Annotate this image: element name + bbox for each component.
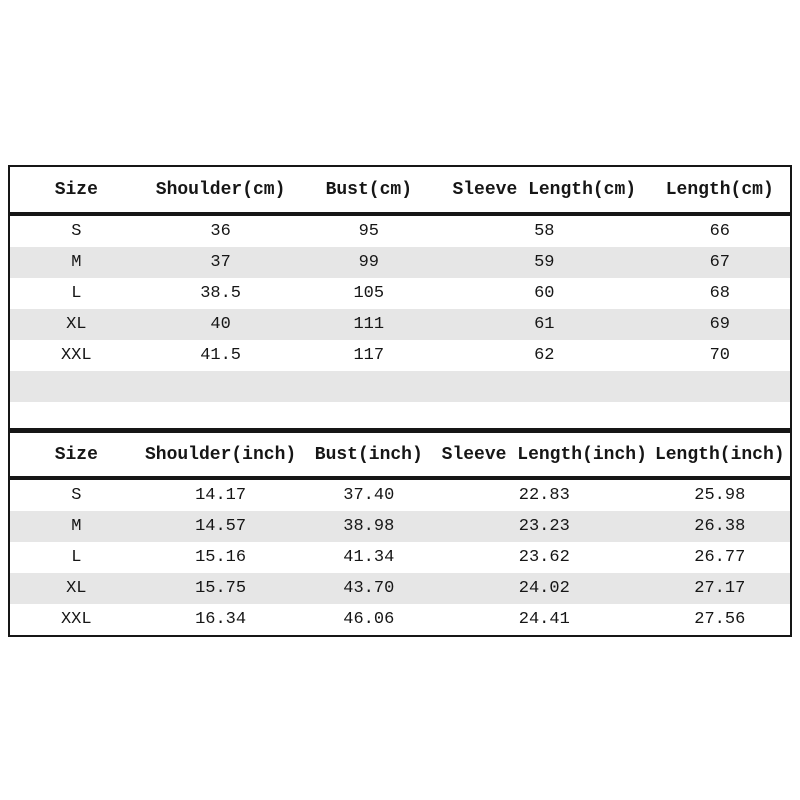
inch-header-cell-sleeve-length: Sleeve Length(inch)	[441, 444, 647, 465]
size-chart	[8, 165, 792, 637]
cell-shoulder: 36	[210, 222, 231, 241]
cm-header-cell-length: Length(cm)	[665, 179, 774, 200]
inch-row-xl	[10, 573, 790, 604]
cell-size: S	[71, 486, 82, 505]
cell-bust: 95	[358, 222, 379, 241]
empty-row	[10, 371, 790, 402]
cell-length: 70	[709, 346, 730, 365]
cell-size: L	[71, 548, 82, 567]
cell-shoulder: 15.75	[195, 579, 247, 598]
cell-sleeve-length: 23.23	[518, 517, 570, 536]
cell-sleeve-length: 58	[534, 222, 555, 241]
cell-bust: 43.70	[343, 579, 395, 598]
cell-sleeve-length: 24.02	[518, 579, 570, 598]
cell-bust: 105	[353, 284, 385, 303]
cell-shoulder: 38.5	[200, 284, 241, 303]
cell-shoulder: 14.57	[195, 517, 247, 536]
cm-row-m	[10, 247, 790, 278]
size-chart-cm-table	[10, 167, 790, 428]
cell-size: XXL	[60, 610, 92, 629]
cm-row-l	[10, 278, 790, 309]
inch-header-cell-shoulder: Shoulder(inch)	[144, 444, 297, 465]
cell-length: 27.56	[694, 610, 746, 629]
cell-size: L	[71, 284, 82, 303]
cell-size: XL	[66, 579, 87, 598]
inch-header-row	[10, 433, 790, 480]
cell-shoulder: 15.16	[195, 548, 247, 567]
cell-bust: 41.34	[343, 548, 395, 567]
cell-length: 25.98	[694, 486, 746, 505]
cell-bust: 38.98	[343, 517, 395, 536]
size-chart-inch-table	[10, 433, 790, 635]
cell-length: 27.17	[694, 579, 746, 598]
cell-length: 66	[709, 222, 730, 241]
cm-header-cell-bust: Bust(cm)	[325, 179, 412, 200]
cell-sleeve-length: 59	[534, 253, 555, 272]
cm-row-s	[10, 216, 790, 247]
cell-shoulder: 37	[210, 253, 231, 272]
cm-row-xl	[10, 309, 790, 340]
cm-header-cell-shoulder: Shoulder(cm)	[155, 179, 286, 200]
cell-sleeve-length: 22.83	[518, 486, 570, 505]
cell-shoulder: 41.5	[200, 346, 241, 365]
cell-bust: 117	[353, 346, 385, 365]
cm-row-xxl	[10, 340, 790, 371]
cell-length: 69	[709, 315, 730, 334]
cell-bust: 111	[353, 315, 385, 334]
inch-header-cell-bust: Bust(inch)	[314, 444, 423, 465]
cell-sleeve-length: 24.41	[518, 610, 570, 629]
cm-header-cell-sleeve-length: Sleeve Length(cm)	[452, 179, 637, 200]
cell-length: 26.38	[694, 517, 746, 536]
cell-length: 68	[709, 284, 730, 303]
inch-row-xxl	[10, 604, 790, 635]
cell-sleeve-length: 61	[534, 315, 555, 334]
cell-length: 67	[709, 253, 730, 272]
cell-size: S	[71, 222, 82, 241]
inch-row-m	[10, 511, 790, 542]
cm-header-cell-size: Size	[54, 179, 98, 200]
cell-size: XXL	[60, 346, 92, 365]
cell-size: XL	[66, 315, 87, 334]
empty-row	[10, 402, 790, 428]
cell-length: 26.77	[694, 548, 746, 567]
cell-bust: 99	[358, 253, 379, 272]
cell-sleeve-length: 62	[534, 346, 555, 365]
cell-size: M	[71, 253, 82, 272]
cell-sleeve-length: 60	[534, 284, 555, 303]
cell-bust: 37.40	[343, 486, 395, 505]
cell-bust: 46.06	[343, 610, 395, 629]
inch-header-cell-length: Length(inch)	[654, 444, 785, 465]
cell-shoulder: 14.17	[195, 486, 247, 505]
cm-header-row	[10, 167, 790, 216]
cell-size: M	[71, 517, 82, 536]
inch-header-cell-size: Size	[54, 444, 98, 465]
inch-row-s	[10, 480, 790, 511]
cell-sleeve-length: 23.62	[518, 548, 570, 567]
cell-shoulder: 40	[210, 315, 231, 334]
inch-row-l	[10, 542, 790, 573]
cell-shoulder: 16.34	[195, 610, 247, 629]
